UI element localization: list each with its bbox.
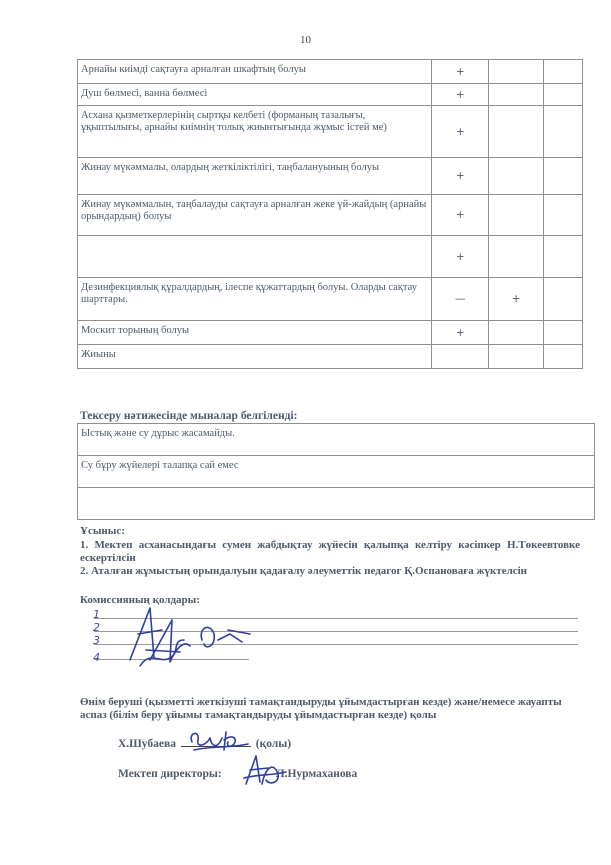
checklist-mark	[489, 195, 544, 236]
chef-name: Х.Шубаева	[118, 738, 176, 750]
signature-number: 4	[93, 651, 100, 664]
provider-text: Өнім беруші (қызметті жеткізуші тамақтандыруды ұйымдастырған кезде) және/немесе жауапты аспаз (білім беру ұйымы тамақтандыруды ұйымдастырған кезде) қолы	[80, 696, 562, 721]
checklist-row	[78, 345, 583, 369]
signature-number: 1	[93, 608, 100, 621]
checklist-row	[78, 60, 583, 84]
checklist-mark: +	[432, 158, 489, 195]
findings-text: Ыстық және су дұрыс жасамайды.	[78, 424, 595, 456]
signature-number: 3	[93, 634, 100, 647]
checklist-label: Асхана қызметкерлерінің сыртқы келбеті (форманың тазалығы, ұқыптылығы, арнайы киімнің толық жиынтығында жұмыс істей ме)	[78, 106, 432, 158]
checklist-mark	[489, 158, 544, 195]
checklist-mark	[544, 195, 583, 236]
findings-text: Су бұру жүйелері талапқа сай емес	[78, 456, 595, 488]
checklist-row	[78, 158, 583, 195]
checklist-label: Жиыны	[78, 345, 432, 369]
commission-title: Комиссияның қолдары:	[80, 594, 200, 606]
checklist-mark: +	[432, 84, 489, 106]
checklist-label: Дезинфекциялық құралдардың, ілеспе құжаттардың болуы. Оларды сақтау шарттары.	[78, 278, 432, 321]
checklist-label: Жинау мүкәммалын, таңбалауды сақтауға арналған жеке үй-жайдың (арнайы орындардың) болуы	[78, 195, 432, 236]
checklist-mark	[489, 106, 544, 158]
checklist-row	[78, 321, 583, 345]
checklist-mark: +	[489, 278, 544, 321]
checklist-mark: +	[432, 321, 489, 345]
checklist-mark	[489, 345, 544, 369]
checklist-mark: —	[432, 278, 489, 321]
findings-row	[78, 424, 595, 456]
recommendation-title: Ұсыныс:	[80, 525, 125, 537]
checklist-row	[78, 236, 583, 278]
checklist-row	[78, 278, 583, 321]
checklist-mark	[544, 106, 583, 158]
director-signature-row	[118, 768, 222, 780]
checklist-row	[78, 106, 583, 158]
commission-signature	[110, 600, 260, 675]
checklist-mark	[489, 236, 544, 278]
checklist-mark	[489, 60, 544, 84]
signature-number: 2	[93, 621, 100, 634]
checklist-mark	[544, 278, 583, 321]
checklist-mark: +	[432, 60, 489, 84]
checklist-mark	[544, 345, 583, 369]
checklist-mark: +	[432, 195, 489, 236]
checklist-mark: +	[432, 236, 489, 278]
chef-signature	[186, 728, 256, 754]
checklist-mark	[544, 236, 583, 278]
checklist-row	[78, 84, 583, 106]
director-label: Мектеп директоры:	[118, 768, 222, 780]
recommendation-item: 2. Аталған жұмыстың орындалуын қадағалу әлеуметтік педагог Қ.Оспановаға жүктелсін	[80, 565, 528, 577]
checklist-table	[77, 59, 583, 369]
findings-row	[78, 488, 595, 520]
checklist-label: Москит торының болуы	[78, 321, 432, 345]
checklist-mark	[544, 84, 583, 106]
checklist-mark	[432, 345, 489, 369]
director-signature	[240, 752, 290, 788]
findings-text	[78, 488, 595, 520]
checklist-mark	[489, 321, 544, 345]
findings-table	[77, 423, 595, 520]
checklist-mark	[544, 60, 583, 84]
director-name: Л.Нурмаханова	[276, 768, 358, 780]
checklist-mark	[544, 321, 583, 345]
checklist-mark	[544, 158, 583, 195]
checklist-mark: +	[432, 106, 489, 158]
checklist-label: Арнайы киімді сақтауға арналған шкафтың болуы	[78, 60, 432, 84]
checklist-mark	[489, 84, 544, 106]
findings-row	[78, 456, 595, 488]
findings-title: Тексеру нәтижесінде мыналар белгіленді:	[80, 410, 298, 422]
checklist-row	[78, 195, 583, 236]
chef-signature-suffix: (қолы)	[255, 738, 292, 750]
page-number: 10	[300, 34, 311, 46]
recommendation-item: 1. Мектеп асханасындағы сумен жабдықтау жүйесін қалыпқа келтіру кәсіпкер Н.Төкеевтовке ескертілсін	[80, 539, 580, 564]
checklist-label	[78, 236, 432, 278]
checklist-label: Душ бөлмесі, ванна бөлмесі	[78, 84, 432, 106]
checklist-label: Жинау мүкәммалы, олардың жеткіліктілігі, таңбалануының болуы	[78, 158, 432, 195]
